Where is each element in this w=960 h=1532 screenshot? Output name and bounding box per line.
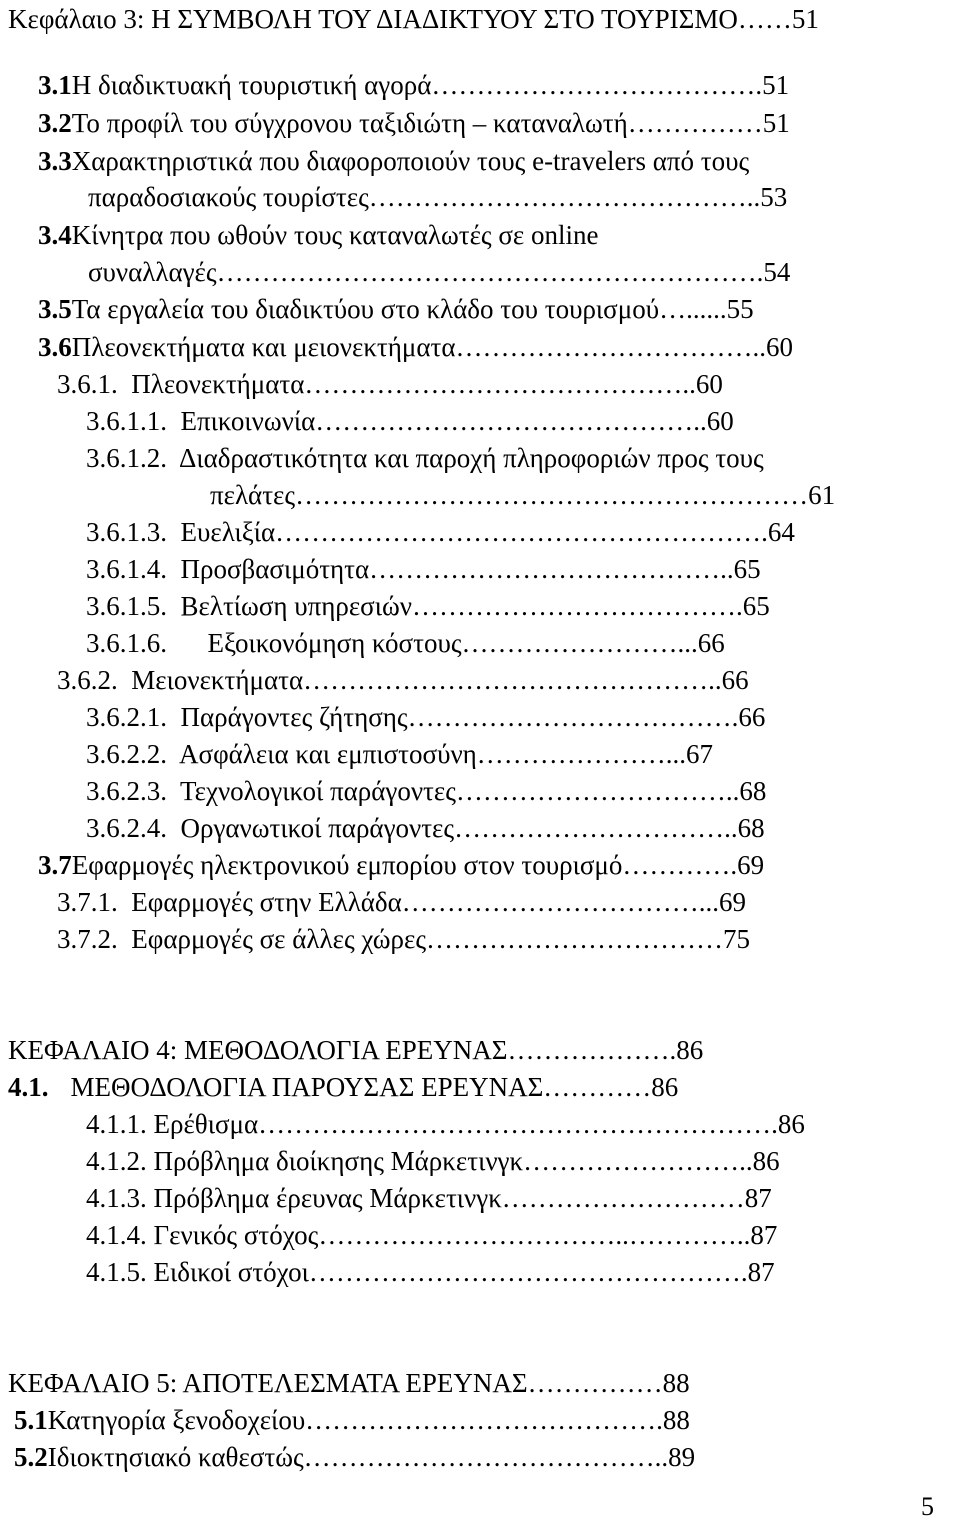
toc-num: 3.5 (38, 294, 72, 324)
toc-entry-3-6-2-3[interactable]: 3.6.2.3. Τεχνολογικοί παράγοντες…………………………..68 (86, 776, 767, 806)
toc-entry-5-1[interactable] (14, 1403, 690, 1437)
toc-entry-3-6-1-2[interactable]: 3.6.1.2. Διαδραστικότητα και παροχή πληροφοριών προς τους (86, 443, 764, 473)
toc-entry-4-1[interactable] (8, 1070, 678, 1104)
chapter-4-heading: ΚΕΦΑΛΑΙΟ 4: ΜΕΘΟΔΟΛΟΓΙΑ ΕΡΕΥΝΑΣ……………….86 (8, 1035, 704, 1065)
toc-entry-4-1-2[interactable]: 4.1.2. Πρόβλημα διοίκησης Μάρκετινγκ……………………..86 (86, 1146, 780, 1176)
toc-text: Το προφίλ του σύγχρονου ταξιδιώτη – καταναλωτή……………51 (71, 108, 790, 138)
toc-num: 3.2 (38, 108, 72, 138)
toc-entry-4-1-4[interactable]: 4.1.4. Γενικός στόχος……………………………..…………..87 (86, 1220, 778, 1250)
chapter-3-heading: Κεφάλαιο 3: Η ΣΥΜΒΟΛΗ ΤΟΥ ΔΙΑΔΙΚΤΥΟΥ ΣΤΟ ΤΟΥΡΙΣΜΟ……51 (8, 4, 819, 34)
toc-entry-3-3-cont: παραδοσιακούς τουρίστες……………………………………..53 (88, 182, 788, 212)
toc-entry-4-1-3[interactable]: 4.1.3. Πρόβλημα έρευνας Μάρκετινγκ………………………87 (86, 1183, 772, 1213)
toc-entry-5-2[interactable] (14, 1440, 695, 1474)
toc-entry-3-6-1-4[interactable]: 3.6.1.4. Προσβασιμότητα…………………………………..65 (86, 554, 761, 584)
toc-entry-3-6-2-4[interactable]: 3.6.2.4. Οργανωτικοί παράγοντες…………………………..68 (86, 813, 765, 843)
toc-text: Η διαδικτυακή τουριστική αγορά……………………………….51 (71, 70, 790, 100)
toc-entry-4-1-1[interactable]: 4.1.1. Ερέθισμα………………………………………………….86 (86, 1109, 805, 1139)
toc-entry-3-6-2[interactable]: 3.6.2. Μειονεκτήματα………………………………………..66 (57, 665, 749, 695)
toc-entry-3-7-1[interactable]: 3.7.1. Εφαρμογές στην Ελλάδα……………………………...69 (57, 887, 747, 917)
toc-num: 5.1 (14, 1405, 48, 1435)
toc-entry-3-6-1-5[interactable]: 3.6.1.5. Βελτίωση υπηρεσιών……………………………….65 (86, 591, 770, 621)
toc-entry-3-2[interactable] (38, 106, 790, 140)
toc-text: Χαρακτηριστικά που διαφοροποιούν τους e-travelers από τους (71, 146, 750, 176)
toc-entry-3-1[interactable] (38, 68, 789, 102)
toc-num: 3.1 (38, 70, 72, 100)
toc-entry-3-5[interactable] (38, 292, 754, 326)
toc-entry-3-6-1-2-cont: πελάτες…………………………………………………61 (210, 480, 836, 510)
toc-num: 5.2 (14, 1442, 48, 1472)
toc-entry-3-6[interactable] (38, 330, 793, 364)
toc-entry-3-4-cont: συναλλαγές…………………………………………………….54 (88, 257, 791, 287)
toc-entry-3-6-2-2[interactable]: 3.6.2.2. Ασφάλεια και εμπιστοσύνη…………………...67 (86, 739, 714, 769)
toc-num: 3.7 (38, 850, 72, 880)
toc-text: Εφαρμογές ηλεκτρονικού εμπορίου στον τουρισμό………….69 (71, 850, 765, 880)
toc-entry-3-3[interactable] (38, 144, 749, 178)
toc-num: 3.4 (38, 220, 72, 250)
page-number: 5 (921, 1492, 934, 1521)
toc-text: Κίνητρα που ωθούν τους καταναλωτές σε online (71, 220, 599, 250)
toc-text: ΜΕΘΟΔΟΛΟΓΙΑ ΠΑΡΟΥΣΑΣ ΕΡΕΥΝΑΣ…………86 (70, 1072, 679, 1102)
toc-entry-4-1-5[interactable]: 4.1.5. Ειδικοί στόχοι………………………………………….87 (86, 1257, 775, 1287)
toc-entry-3-6-1-6[interactable]: 3.6.1.6. Εξοικονόμηση κόστους……………………...66 (86, 628, 725, 658)
toc-entry-3-6-1-1[interactable]: 3.6.1.1. Επικοινωνία……………………………………..60 (86, 406, 734, 436)
toc-num: 4.1. (8, 1072, 49, 1102)
toc-entry-3-6-2-1[interactable]: 3.6.2.1. Παράγοντες ζήτησης……………………………….66 (86, 702, 766, 732)
toc-entry-3-4[interactable] (38, 218, 599, 252)
toc-entry-3-7[interactable] (38, 848, 764, 882)
toc-num: 3.6 (38, 332, 72, 362)
toc-entry-3-6-1[interactable]: 3.6.1. Πλεονεκτήματα……………………………………..60 (57, 369, 723, 399)
toc-entry-3-6-1-3[interactable]: 3.6.1.3. Ευελιξία……………………………………………….64 (86, 517, 795, 547)
toc-entry-3-7-2[interactable]: 3.7.2. Εφαρμογές σε άλλες χώρες……………………………75 (57, 924, 751, 954)
toc-num: 3.3 (38, 146, 72, 176)
toc-text: Τα εργαλεία του διαδικτύου στο κλάδο του τουρισμού…......55 (71, 294, 754, 324)
chapter-5-heading: ΚΕΦΑΛΑΙΟ 5: ΑΠΟΤΕΛΕΣΜΑΤΑ ΕΡΕΥΝΑΣ……………88 (8, 1368, 690, 1398)
toc-text: Κατηγορία ξενοδοχείου………………………………….88 (47, 1405, 690, 1435)
toc-text: Πλεονεκτήματα και μειονεκτήματα……………………………..60 (71, 332, 794, 362)
toc-text: Ιδιοκτησιακό καθεστώς…………………………………..89 (47, 1442, 696, 1472)
